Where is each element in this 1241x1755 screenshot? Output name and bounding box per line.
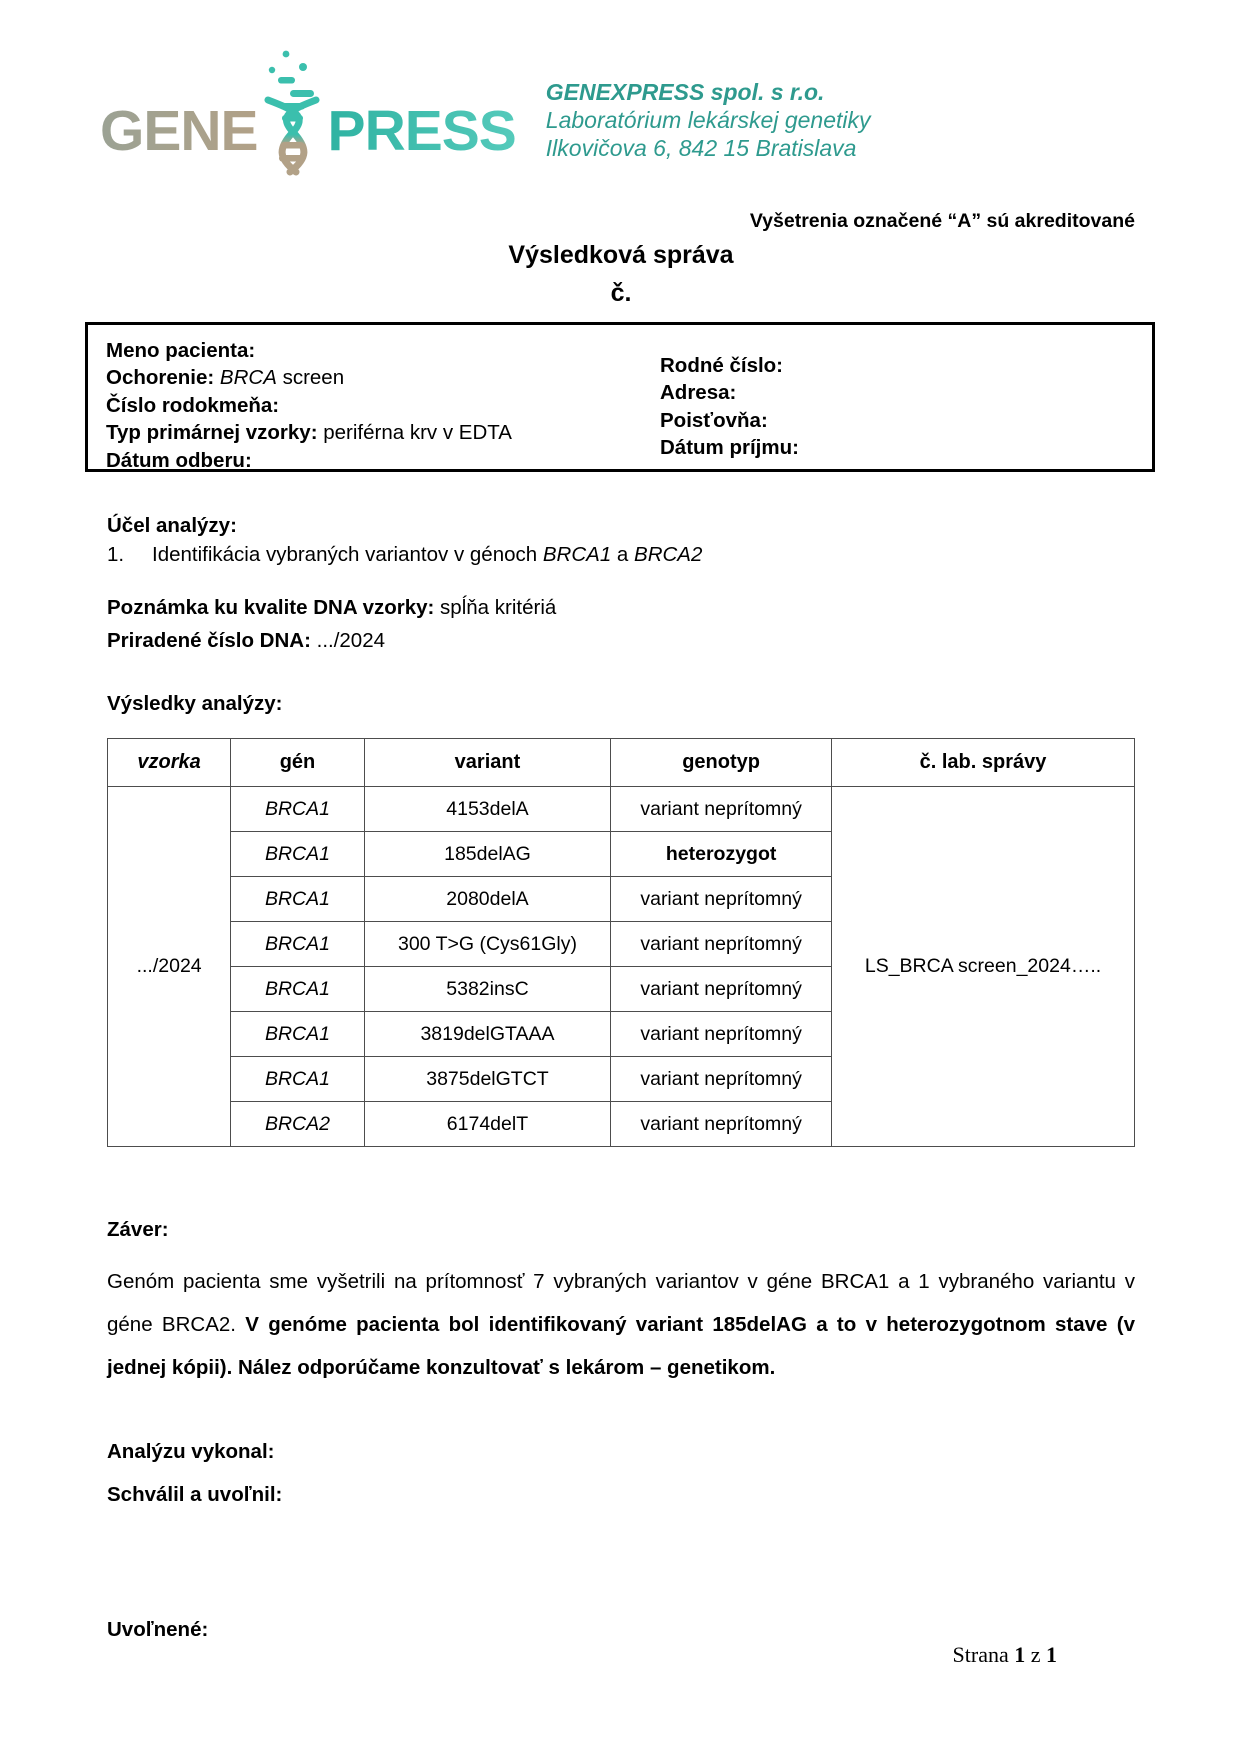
patient-field-right-3 — [660, 434, 799, 461]
purpose-item-number: 1. — [107, 543, 125, 566]
report-header — [100, 52, 871, 172]
conclusion-paragraph — [107, 1260, 1135, 1389]
page-number-current: 1 — [1014, 1642, 1026, 1667]
purpose-gene1: BRCA1 — [542, 543, 612, 566]
patient-field-left-1 — [106, 364, 512, 391]
patient-field-value-italic: BRCA — [214, 366, 277, 390]
report-title-line1: Výsledková správa — [508, 241, 734, 269]
cell-variant: 5382insC — [364, 967, 610, 1012]
page-number-total: 1 — [1046, 1642, 1057, 1667]
cell-genotype: variant neprítomný — [611, 787, 832, 832]
patient-field-left-2 — [106, 392, 512, 419]
column-header-variant: variant — [364, 739, 610, 787]
cell-gene: BRCA1 — [231, 1057, 365, 1102]
genexpress-logo — [100, 52, 516, 172]
cell-variant: 3819delGTAAA — [364, 1012, 610, 1057]
organization-address: Ilkovičova 6, 842 15 Bratislava — [545, 135, 857, 161]
patient-field-label: Poisťovňa: — [660, 408, 768, 432]
dna-helix-icon — [250, 48, 336, 176]
column-header-gene: gén — [231, 739, 365, 787]
dna-number-value: .../2024 — [310, 629, 386, 652]
conclusion-text-regular: Genóm pacienta sme vyšetrili na prítomnosť 7 vybraných variantov v géne BRCA1 a 1 vybraného variantu v géne BRCA2. — [107, 1270, 1135, 1336]
patient-field-left-0 — [106, 337, 512, 364]
purpose-conjunction: a — [611, 543, 635, 566]
approved-by-label: Schválil a uvoľnil: — [107, 1483, 283, 1506]
cell-genotype: heterozygot — [611, 832, 832, 877]
report-title — [107, 236, 1135, 312]
dna-quality-label: Poznámka ku kvalite DNA vzorky: — [107, 596, 435, 619]
patient-field-right-1 — [660, 379, 799, 406]
report-title-line2: č. — [610, 279, 632, 307]
dna-quality-line — [107, 596, 556, 620]
cell-gene: BRCA1 — [231, 967, 365, 1012]
purpose-heading: Účel analýzy: — [107, 514, 237, 537]
patient-field-label: Adresa: — [660, 381, 737, 405]
cell-gene: BRCA1 — [231, 922, 365, 967]
patient-field-right-0 — [660, 352, 799, 379]
purpose-gene2: BRCA2 — [634, 543, 703, 566]
patient-field-label: Rodné číslo: — [660, 354, 784, 377]
cell-genotype: variant neprítomný — [611, 1102, 832, 1147]
organization-subtitle: Laboratórium lekárskej genetiky — [545, 107, 871, 133]
logo-text-gene: GENE — [100, 98, 258, 163]
cell-gene: BRCA1 — [231, 787, 365, 832]
page-number-prefix: Strana — [952, 1642, 1015, 1667]
cell-genotype: variant neprítomný — [611, 1057, 832, 1102]
purpose-item — [107, 543, 702, 567]
cell-gene: BRCA1 — [231, 877, 365, 922]
cell-variant: 2080delA — [364, 877, 610, 922]
cell-sample: .../2024 — [108, 787, 231, 1147]
page-number-separator: z — [1025, 1642, 1046, 1667]
dna-quality-value: spĺňa kritériá — [434, 596, 557, 619]
cell-genotype: variant neprítomný — [611, 1012, 832, 1057]
released-label: Uvoľnené: — [107, 1618, 209, 1641]
patient-field-label: Typ primárnej vzorky: — [106, 421, 318, 445]
cell-genotype: variant neprítomný — [611, 922, 832, 967]
organization-info — [546, 78, 871, 162]
cell-variant: 4153delA — [364, 787, 610, 832]
cell-genotype: variant neprítomný — [611, 967, 832, 1012]
patient-info-right-column — [660, 352, 799, 462]
patient-field-left-4 — [106, 447, 512, 474]
purpose-item-text: Identifikácia vybraných variantov v génoch — [152, 543, 543, 566]
logo-text-press: PRESS — [327, 98, 516, 163]
patient-info-left-column — [106, 337, 512, 474]
patient-field-label: Dátum odberu: — [106, 448, 252, 472]
patient-field-value: screen — [276, 366, 345, 390]
patient-info-box — [85, 322, 1155, 472]
organization-name: GENEXPRESS spol. s r.o. — [545, 79, 825, 105]
patient-field-right-2 — [660, 407, 799, 434]
cell-genotype: variant neprítomný — [611, 877, 832, 922]
cell-variant: 300 T>G (Cys61Gly) — [364, 922, 610, 967]
cell-variant: 185delAG — [364, 832, 610, 877]
page-number — [107, 1642, 1057, 1668]
patient-field-label: Číslo rodokmeňa: — [106, 393, 280, 417]
dna-number-line — [107, 629, 385, 653]
conclusion-text-bold: V genóme pacienta bol identifikovaný variant 185delAG a to v heterozygotnom stave (v jednej kópii). Nález odporúčame konzultovať s lekárom – genetikom. — [107, 1313, 1135, 1379]
accreditation-note: Vyšetrenia označené “A” sú akreditované — [749, 210, 1135, 232]
results-table-header — [108, 739, 1135, 787]
cell-gene: BRCA1 — [231, 1012, 365, 1057]
column-header-sample: vzorka — [108, 739, 231, 787]
cell-gene: BRCA1 — [231, 832, 365, 877]
patient-field-left-3 — [106, 419, 512, 446]
table-row — [108, 787, 1135, 832]
patient-field-label: Dátum príjmu: — [660, 436, 799, 460]
patient-field-value: periférna krv v EDTA — [317, 421, 512, 445]
dna-number-label: Priradené číslo DNA: — [107, 629, 311, 652]
cell-lab-report: LS_BRCA screen_2024….. — [832, 787, 1135, 1147]
results-heading: Výsledky analýzy: — [107, 692, 283, 715]
cell-gene: BRCA2 — [231, 1102, 365, 1147]
performed-by-label: Analýzu vykonal: — [107, 1440, 275, 1463]
patient-field-label: Meno pacienta: — [106, 339, 256, 362]
results-table — [107, 738, 1135, 1147]
patient-field-label: Ochorenie: — [106, 366, 215, 390]
column-header-genotype: genotyp — [611, 739, 832, 787]
cell-variant: 6174delT — [364, 1102, 610, 1147]
conclusion-heading: Záver: — [107, 1218, 169, 1241]
cell-variant: 3875delGTCT — [364, 1057, 610, 1102]
column-header-lab-report: č. lab. správy — [832, 739, 1135, 787]
